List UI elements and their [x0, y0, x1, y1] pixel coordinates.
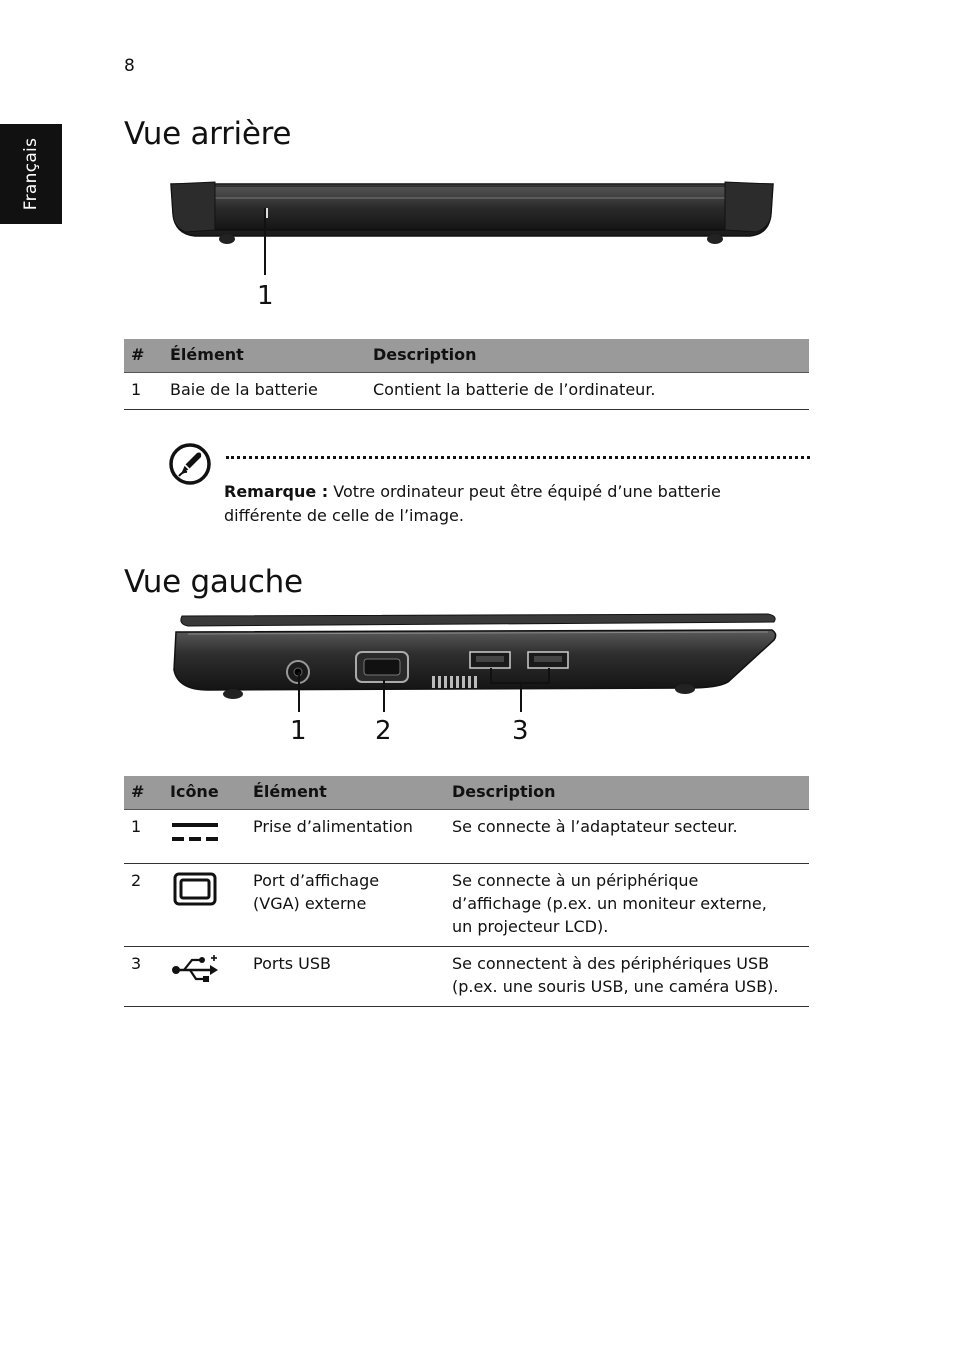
callout-line: [298, 672, 300, 712]
cell-element: Baie de la batterie: [163, 373, 366, 410]
col-icon: Icône: [163, 776, 246, 810]
cell-number: 2: [124, 864, 163, 947]
cell-description: Contient la batterie de l’ordinateur.: [366, 373, 809, 410]
usb-icon: [170, 952, 220, 984]
callout-line: [264, 208, 266, 275]
cell-element: Port d’affichage (VGA) externe: [246, 864, 445, 947]
cell-number: 3: [124, 947, 163, 1007]
cell-element: Prise d’alimentation: [246, 810, 445, 864]
table-header-row: [124, 776, 809, 810]
left-callout-2: 2: [375, 716, 392, 746]
language-tab: [0, 124, 62, 224]
note-text-line1: Votre ordinateur peut être équipé d’une batterie: [328, 482, 721, 501]
left-callout-3: 3: [512, 716, 529, 746]
cell-number: 1: [124, 373, 163, 410]
rear-view-title: Vue arrière: [124, 116, 292, 152]
table-header-row: [124, 339, 809, 373]
table-row: [124, 864, 809, 947]
cell-number: 1: [124, 810, 163, 864]
left-view-table: [124, 776, 809, 1007]
note-divider: [226, 456, 810, 459]
note: [224, 480, 814, 528]
cell-icon: [163, 810, 246, 864]
table-row: [124, 947, 809, 1007]
cell-description: Se connectent à des périphériques USB (p.ex. une souris USB, une caméra USB).: [445, 947, 809, 1007]
note-label: Remarque :: [224, 482, 329, 501]
cell-icon: [163, 864, 246, 947]
col-element: Élément: [246, 776, 445, 810]
callout-line: [520, 682, 522, 712]
col-description: Description: [366, 339, 809, 373]
left-view-title: Vue gauche: [124, 564, 303, 600]
col-number: #: [124, 776, 163, 810]
vga-port-icon: [170, 869, 220, 909]
laptop-left-illustration: [168, 610, 780, 702]
left-callout-1: 1: [290, 716, 307, 746]
col-description: Description: [445, 776, 809, 810]
col-number: #: [124, 339, 163, 373]
note-icon: [167, 441, 213, 487]
laptop-rear-illustration: [165, 176, 780, 248]
col-element: Élément: [163, 339, 366, 373]
language-tab-label: Français: [21, 137, 41, 211]
dc-power-icon: [170, 815, 220, 849]
cell-icon: [163, 947, 246, 1007]
table-row: [124, 373, 809, 410]
rear-callout-1: 1: [257, 281, 274, 311]
table-row: [124, 810, 809, 864]
rear-view-table: [124, 339, 809, 410]
cell-description: Se connecte à un périphérique d’affichage (p.ex. un moniteur externe, un projecteur LCD).: [445, 864, 809, 947]
note-text-line2: différente de celle de l’image.: [224, 506, 464, 525]
cell-element: Ports USB: [246, 947, 445, 1007]
callout-line: [383, 680, 385, 712]
page-number: 8: [124, 56, 135, 76]
cell-description: Se connecte à l’adaptateur secteur.: [445, 810, 809, 864]
